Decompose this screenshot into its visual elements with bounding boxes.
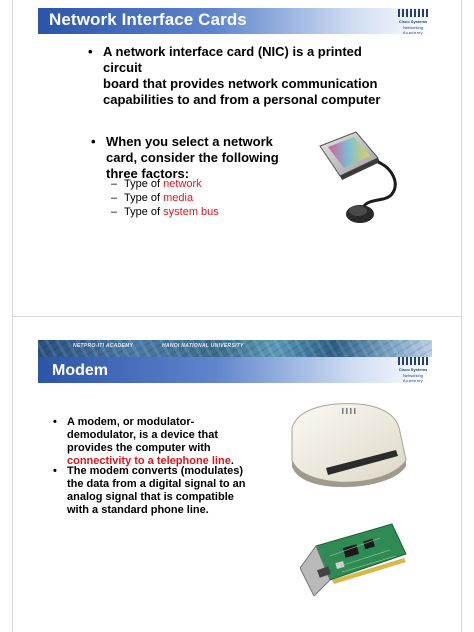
cisco-logo-icon: Cisco Systems Networking Academy bbox=[395, 8, 431, 36]
bullet-icon: • bbox=[53, 416, 57, 428]
factor-item: – Type of media bbox=[111, 192, 194, 204]
pcmcia-network-card-image bbox=[312, 128, 407, 232]
banner-university-text: HANOI NATIONAL UNIVERSITY bbox=[162, 343, 244, 349]
slide1-bullet-nic-definition: • A network interface card (NIC) is a printed circuit board that provides network communication capabilities to and from a personal computer bbox=[88, 44, 381, 107]
slide1-bullet-factors: • When you select a network card, consider the following three factors: bbox=[91, 134, 279, 181]
bullet-icon: • bbox=[91, 134, 96, 149]
cisco-logo-icon: Cisco Systems Networking Academy bbox=[395, 356, 431, 384]
external-modem-image bbox=[288, 398, 413, 488]
slide2-bullet-modem-converts: • The modem converts (modulates) the data from a digital signal to an analog signal that is compatible with a standard phone line. bbox=[53, 465, 246, 516]
banner-academy-text: NETPRO-ITI ACADEMY bbox=[73, 343, 134, 349]
factor-item: – Type of system bus bbox=[111, 206, 219, 218]
slide1-title: Network Interface Cards bbox=[49, 10, 247, 29]
internal-modem-card-image bbox=[300, 516, 412, 596]
bullet-icon: • bbox=[53, 465, 57, 477]
slide-divider bbox=[12, 316, 462, 317]
slide2-bullet-modem-definition: • A modem, or modulator- demodulator, is a device that provides the computer with connectivity to a telephone line. bbox=[53, 416, 234, 467]
factor-item: – Type of network bbox=[111, 178, 202, 190]
slide2-title: Modem bbox=[52, 362, 108, 379]
bullet-icon: • bbox=[88, 44, 93, 59]
